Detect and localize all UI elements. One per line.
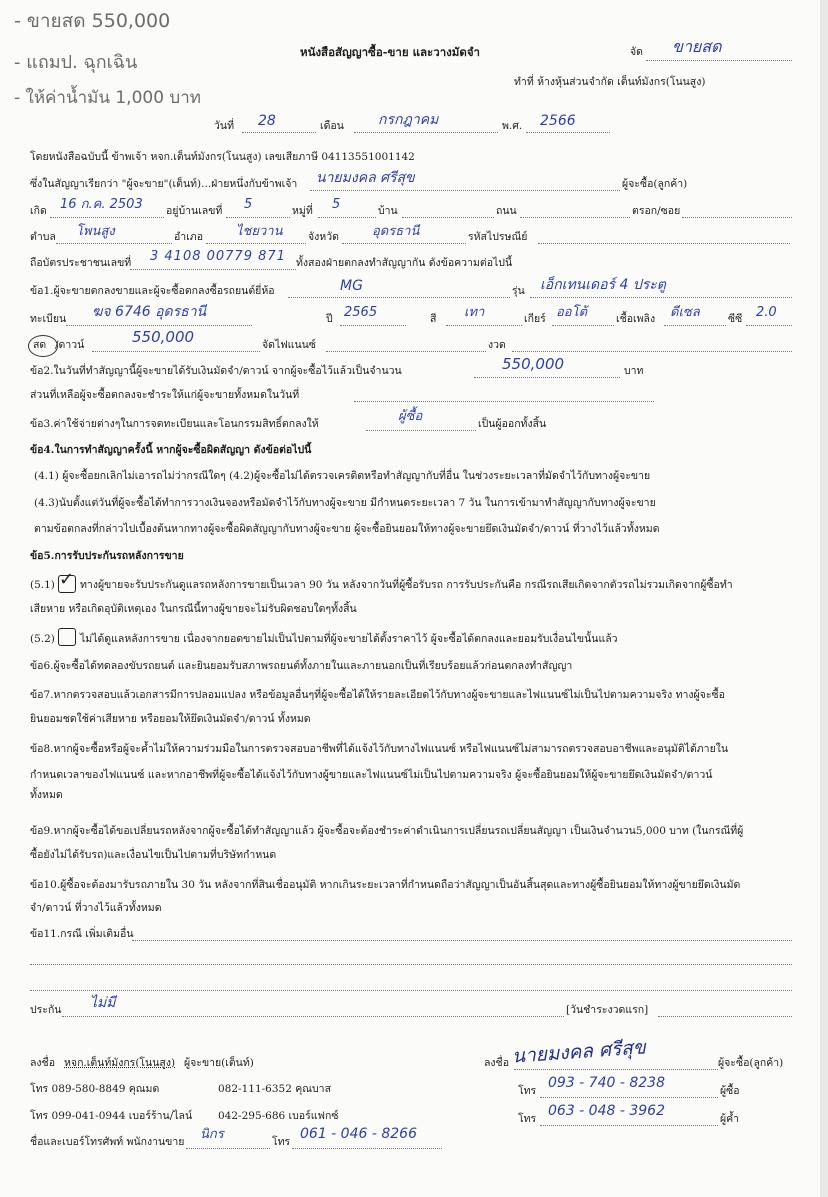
baht-label: บาท (624, 365, 644, 377)
postcode-label: รหัสไปรษณีย์ (468, 231, 528, 243)
car-fuel: ดีเซล (670, 305, 700, 320)
guarantor-tel-line (540, 1125, 718, 1126)
reg-label: ทะเบียน (30, 313, 67, 325)
date-line (242, 132, 316, 133)
type-line (646, 60, 792, 61)
tambon-label: ตำบล (30, 231, 56, 243)
fuel-line (664, 325, 726, 326)
price-prefix: สด (33, 339, 47, 351)
fuel-label: เชื้อเพลิง (616, 313, 656, 325)
salesperson-label: ชื่อและเบอร์โทรศัพท์ พนักงานขาย (30, 1136, 185, 1148)
village-label: บ้าน (378, 205, 398, 217)
clause8-line-1: ข้อ8.หากผู้จะซื้อหรือผู้จะค้ำไม่ให้ความร่วมมือในการตรวจสอบอาชีพที่ได้แจ้งไว้กับทางไฟแนนซ์ หรือไฟแนนซ์ไม่สามารถตรวจสอบอาชีพและอนุมัติได้ภายใน (30, 743, 729, 755)
year-label: พ.ศ. (502, 120, 523, 132)
buyer-sign-label: ลงชื่อ (484, 1057, 509, 1069)
clause3-line-b: เป็นผู้ออกทั้งสิ้น (478, 418, 547, 430)
car-brand: MG (340, 278, 363, 294)
place-line: ทำที่ ห้างหุ้นส่วนจำกัด เต็นท์มังกร(โนนสูง) (514, 76, 706, 88)
note-fuel-allowance: - ให้ค่าน้ำมัน 1,000 บาท (14, 88, 201, 108)
clause6-text: ข้อ6.ผู้จะซื้อได้ทดลองขับรถยนต์ และยินยอมรับสภาพรถยนต์ทั้งภายในและภายนอกเป็นที่เรียบร้อยแล้วก่อนตกลงทำสัญญา (30, 660, 573, 672)
gear-label: เกียร์ (524, 313, 546, 325)
brand-line (288, 297, 510, 298)
house-line (226, 217, 290, 218)
clause5-title: ข้อ5.การรับประกันรถหลังการขาย (30, 550, 184, 562)
clause1-label: ข้อ1.ผู้จะขายตกลงขายและผู้จะซื้อตกลงซื้อรถยนต์ยี่ห้อ (30, 285, 275, 297)
buyer-role: ผู้จะซื้อ(ลูกค้า) (718, 1057, 784, 1069)
month-value: กรกฎาคม (378, 112, 439, 128)
buyer-sign-line (514, 1069, 718, 1070)
clause7-line-1: ข้อ7.หากตรวจสอบแล้วเอกสารมีการปลอมแปลง หรือข้อมูลอื่นๆที่ผู้จะซื้อได้ให้รายละเอียดไว้กับทางผู้จะขายและไฟแนนซ์ไม่เป็นไปตามความจริง ทางผู้จะซื้อ (30, 689, 725, 701)
clause11-line-1 (132, 940, 792, 941)
buyer-name: นายมงคล ศรีสุข (316, 170, 415, 186)
car-cc: 2.0 (756, 305, 777, 320)
clause4-title: ข้อ4.ในการทำสัญญาครั้งนี้ หากผู้จะซื้อผิดสัญญา ดังข้อต่อไปนี้ (30, 444, 312, 456)
province-line (342, 243, 466, 244)
price-value: 550,000 (132, 328, 195, 346)
deposit-line (474, 377, 620, 378)
house-label: อยู่บ้านเลขที่ (166, 205, 223, 217)
deposit-amount: 550,000 (502, 355, 565, 373)
moo-label: หมู่ที่ (292, 205, 313, 217)
cc-line (746, 325, 792, 326)
clause8-line-2: กำหนดเวลาของไฟแนนซ์ และหากอาชีพที่ผู้จะซื้อได้แจ้งไว้กับทางผู้ขายและไฟแนนซ์ไม่เป็นไปตามความจริง ผู้จะซื้อยินยอมให้ผู้จะขายยึดเงินมัดจำ/ดาวน์ (30, 769, 713, 781)
buyer-tel-suffix: ผู้ซื้อ (720, 1085, 740, 1097)
soi-line (682, 217, 792, 218)
guarantor-tel-suffix: ผู้ค้ำ (720, 1113, 740, 1125)
price-label: /ดาวน์ (55, 339, 85, 351)
intro-line-2: ซึ่งในสัญญาเรียกว่า "ผู้จะขาย"(เต็นท์)...ฝ่ายหนึ่งกับข้าพเจ้า (30, 178, 298, 190)
salesperson-tel-line (292, 1148, 442, 1149)
date-label: วันที่ (214, 120, 234, 132)
fee-payer: ผู้ซื้อ (398, 409, 423, 424)
gear-line (552, 325, 614, 326)
road-line (520, 217, 630, 218)
period-line (512, 351, 792, 352)
model-label: รุ่น (512, 285, 525, 297)
buyer-tel-line (540, 1097, 718, 1098)
reg-line (66, 325, 252, 326)
option-5-1-text-cont: เสียหาย หรือเกิดอุบัติเหตุเอง ในกรณีนี้ทางผู้ขายจะไม่รับผิดชอบใดๆทั้งสิ้น (30, 603, 357, 615)
seller-tel-1: โทร 089-580-8849 คุณมด (30, 1083, 160, 1095)
car-color: เทา (464, 305, 485, 320)
first-payment-note: [วันชำระงวดแรก] (566, 1004, 649, 1016)
seller-fax: 042-295-686 เบอร์แฟกซ์ (218, 1110, 339, 1122)
idcard-label: ถือบัตรประชาชนเลขที่ (30, 257, 132, 269)
amphoe-line (206, 243, 306, 244)
village-line (402, 217, 494, 218)
price-line (92, 351, 260, 352)
car-gear: ออโต้ (556, 305, 588, 320)
idcard-line (130, 269, 296, 270)
contract-title: หนังสือสัญญาซื้อ-ขาย และวางมัดจำ (300, 45, 481, 59)
salesperson-line (186, 1148, 270, 1149)
insurance-line (62, 1016, 564, 1017)
car-year: 2565 (344, 305, 378, 320)
clause11-line-2 (30, 964, 792, 965)
salesperson-name: นิกร (200, 1127, 224, 1142)
birth-label: เกิด (30, 205, 47, 217)
road-label: ถนน (496, 205, 517, 217)
salesperson-tel-label: โทร (272, 1136, 291, 1148)
insurance-value: ไม่มี (90, 995, 116, 1011)
clause10-line-2: จำ/ดาวน์ ที่วางไว้แล้วทั้งหมด (30, 902, 162, 914)
year-value: 2566 (540, 113, 576, 129)
year-line (526, 132, 610, 133)
buyer-tel: 093 - 740 - 8238 (548, 1075, 665, 1091)
cc-label: ซีซี (728, 313, 743, 325)
province-value: อุดรธานี (372, 224, 420, 239)
amphoe-label: อำเภอ (174, 231, 204, 243)
seller-tel-3: โทร 099-041-0944 เบอร์ร้าน/ไลน์ (30, 1110, 193, 1122)
idcard-value: 3 4108 00779 871 (150, 249, 286, 264)
option-5-1-number: (5.1) (30, 579, 55, 591)
tambon-value: โพนสูง (76, 224, 115, 239)
balance-date-line (354, 401, 654, 402)
option-5-1-text: ทางผู้ขายจะรับประกันดูแลรถหลังการขายเป็นเวลา 90 วัน หลังจากวันที่ผู้ซื้อรับรถ การรับประกันคือ กรณีรถเสียเกิดจากตัวรถไม่รวมเกิดจากผู้ซื้อทำ (80, 579, 733, 591)
house-value: 5 (244, 197, 253, 212)
car-model: เอ็กเทนเดอร์ 4 ประตู (540, 277, 666, 293)
clause4-item-3: ตามข้อตกลงที่กล่าวไปเบื้องต้นหากทางผู้จะซื้อผิดสัญญากับทางผู้จะขาย ผู้จะซื้อยินยอมให้ทางผู้จะขายยึดเงินมัดจำ/ดาวน์ ที่วางไว้แล้วทั้งหมด (34, 523, 660, 535)
guarantor-tel: 063 - 048 - 3962 (548, 1103, 665, 1119)
insurance-label: ประกัน (30, 1004, 62, 1016)
buyer-role-label: ผู้จะซื้อ(ลูกค้า) (622, 178, 688, 190)
intro-line-1: โดยหนังสือฉบับนี้ ข้าพเจ้า หจก.เต็นท์มังกร(โนนสูง) เลขเสียภาษี 04113551001142 (30, 151, 415, 163)
clause11-label: ข้อ11.กรณี เพิ่มเติมอื่น (30, 928, 134, 940)
seller-role: ผู้จะขาย(เต็นท์) (184, 1057, 254, 1069)
color-label: สี (430, 313, 437, 325)
birth-value: 16 ก.ค. 2503 (60, 197, 143, 212)
clause2-line-2: ส่วนที่เหลือผู้จะซื้อตกลงจะชำระให้แก่ผู้จะขายทั้งหมดในวันที่ (30, 389, 300, 401)
model-line (530, 297, 792, 298)
clause9-line-2: ซื้อยังไม่ได้รับรถ)และเงื่อนไขเป็นไปตามที่บริษัทกำหนด (30, 849, 277, 861)
type-label: จัด (630, 46, 643, 58)
amphoe-value: ไชยวาน (236, 224, 283, 239)
option-5-2-number: (5.2) (30, 633, 55, 645)
province-label: จังหวัด (308, 231, 339, 243)
salesperson-tel: 061 - 046 - 8266 (300, 1126, 417, 1142)
color-line (446, 325, 522, 326)
car-registration: ฆจ 6746 อุดรธานี (92, 304, 207, 320)
type-value: ขายสด (672, 37, 722, 56)
clause4-item-2: (4.3)นับตั้งแต่วันที่ผู้จะซื้อได้ทำการวางเงินจองหรือมัดจำไว้กับทางผู้จะขาย มีกำหนดระยะเวลา 7 วัน ในการเข้ามาทำสัญญากับทางผู้จะขาย (34, 497, 656, 509)
period-label: งวด (488, 339, 506, 351)
month-label: เดือน (320, 120, 344, 132)
buyer-name-line (310, 190, 620, 191)
finance-line (326, 351, 486, 352)
clause4-item-1: (4.1) ผู้จะซื้อยกเลิกไม่เอารถไม่ว่ากรณีใดๆ (4.2)ผู้จะซื้อไม่ได้ตรวจเครดิตหรือทำสัญญากับที่อื่น ในช่วงระยะเวลาที่มัดจำไว้กับทางผู้จะขาย (34, 470, 651, 482)
finance-label: จัดไฟแนนซ์ (262, 339, 316, 351)
seller-sign-label: ลงชื่อ (30, 1057, 55, 1069)
note-free-insurance: - แถมป. ฉุกเฉิน (14, 52, 138, 73)
month-line (354, 132, 498, 133)
buyer-signature: นายมงคล ศรีสุข (511, 1036, 647, 1068)
clause10-line-1: ข้อ10.ผู้ซื้อจะต้องมารับรถภายใน 30 วัน หลังจากที่สินเชื่ออนุมัติ หากเกินระยะเวลาที่กำหนดถือว่าสัญญาเป็นอันสิ้นสุดและทางผู้ซื้อยินยอมให้ทางผู้ขายยึดเงินมัด (30, 879, 741, 891)
moo-line (318, 217, 376, 218)
no-warranty-checkbox[interactable] (58, 628, 76, 646)
clause9-line-1: ข้อ9.หากผู้จะซื้อได้ขอเปลี่ยนรถหลังจากผู้จะซื้อได้ทำสัญญาแล้ว ผู้จะซื้อจะต้องชำระค่าดำเนินการเปลี่ยนรถเปลี่ยนสัญญา เป็นเงินจำนวน5,000 บาท (ในกรณีที่ผู้ (30, 825, 744, 837)
clause3-line-a: ข้อ3.ค่าใช้จ่ายต่างๆในการจดทะเบียนและโอนกรรมสิทธิ์ตกลงให้ (30, 418, 319, 430)
postcode-line (538, 243, 790, 244)
seller-tel-2: 082-111-6352 คุณบาส (218, 1083, 331, 1095)
first-payment-line (658, 1016, 792, 1017)
clause8-line-3: ทั้งหมด (30, 789, 63, 801)
clause2-line-1: ข้อ2.ในวันที่ทำสัญญานี้ผู้จะขายได้รับเงินมัดจำ/ดาวน์ จากผู้จะซื้อไว้แล้วเป็นจำนวน (30, 365, 402, 377)
clause7-line-2: ยินยอมชดใช้ค่าเสียหาย หรือยอมให้ยึดเงินมัดจำ/ดาวน์ ทั้งหมด (30, 713, 311, 725)
seller-name: หจก.เต็นท์มังกร(โนนสูง) (64, 1057, 176, 1069)
checkmark-icon: ✓ (59, 569, 75, 590)
birth-line (50, 217, 164, 218)
tambon-line (56, 243, 172, 244)
option-5-2-text: ไม่ได้ดูแลหลังการขาย เนื่องจากยอดขายไม่เป็นไปตามที่ผู้จะขายได้ตั้งราคาไว้ ผู้จะซื้อได้ตกลงและยอมรับเงื่อนไขนั้นแล้ว (80, 633, 618, 645)
clause11-line-3 (30, 990, 792, 991)
guarantor-tel-label: โทร (518, 1113, 537, 1125)
car-year-line (340, 325, 406, 326)
soi-label: ตรอก/ซอย (632, 205, 681, 217)
idcard-suffix: ทั้งสองฝ่ายตกลงทำสัญญากัน ดังข้อความต่อไปนี้ (296, 257, 513, 269)
note-cash-sale: - ขายสด 550,000 (14, 10, 171, 32)
buyer-tel-label: โทร (518, 1085, 537, 1097)
fee-payer-line (366, 430, 476, 431)
year-label-car: ปี (326, 313, 333, 325)
moo-value: 5 (332, 197, 341, 212)
date-value: 28 (258, 113, 276, 129)
